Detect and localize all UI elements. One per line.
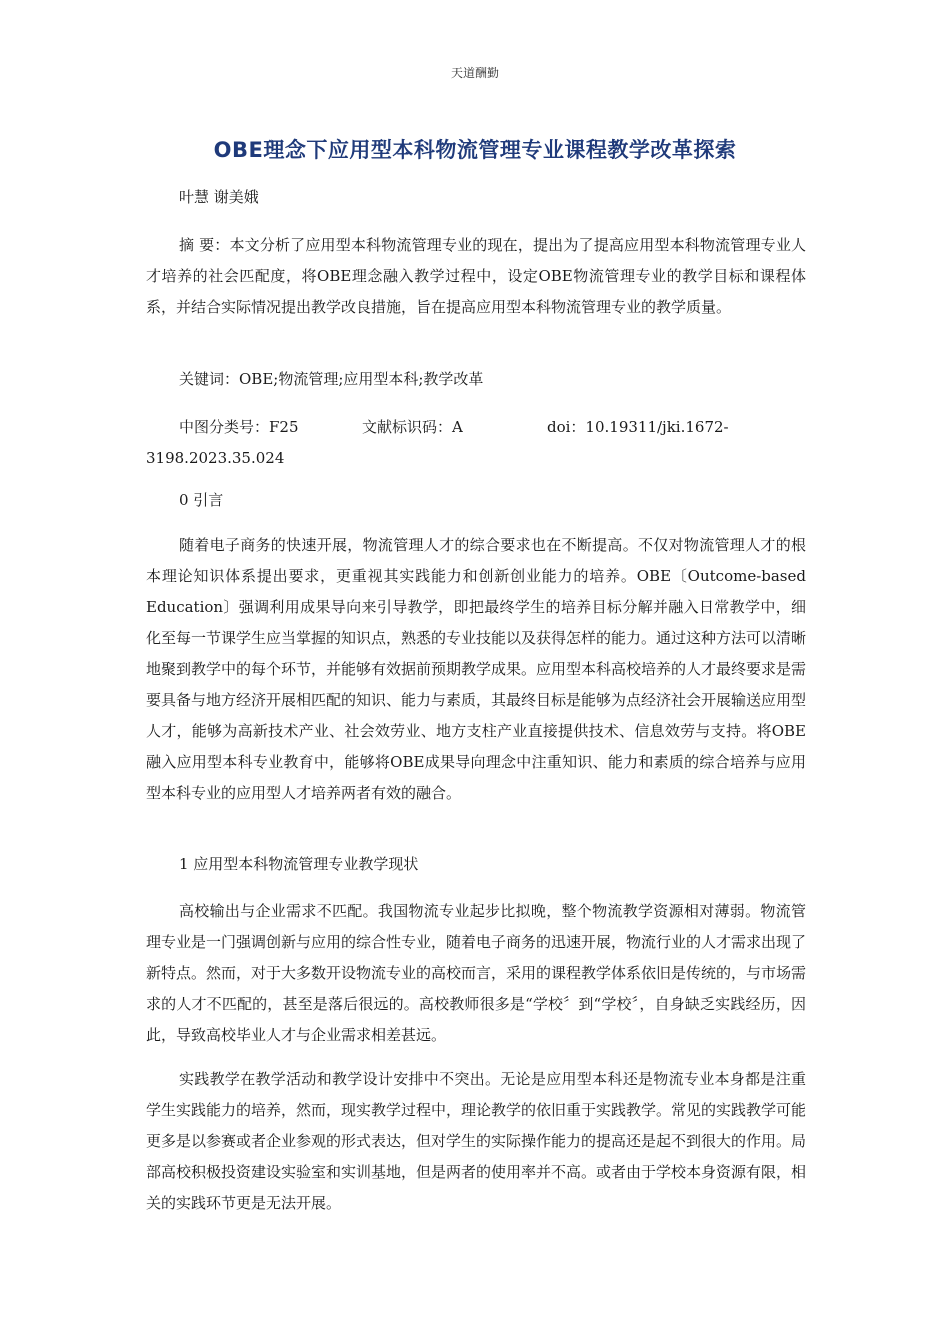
clc-number: 中图分类号：F25 (179, 418, 299, 436)
section-1-paragraph-1: 高校输出与企业需求不匹配。我国物流专业起步比拟晚，整个物流教学资源相对薄弱。物流管理专业是一门强调创新与应用的综合性专业，随着电子商务的迅速开展，物流行业的人才需求出现了新特点。然而，对于大多数开设物流专业的高校而言，采用的课程教学体系依旧是传统的，与市场需求的人才不匹配的，甚至是落后很远的。高校教师很多是“学校〞到“学校〞，自身缺乏实践经历，因此，导致高校毕业人才与企业需求相差甚远。 (146, 902, 807, 1044)
doi-prefix: doi：10.19311/jki.1672- (547, 418, 729, 436)
section-heading-intro: 0 引言 (179, 491, 224, 509)
authors: 叶慧 谢美娥 (179, 188, 259, 206)
section-intro (146, 530, 806, 809)
page-header: 天道酬勤 (450, 66, 499, 80)
abstract (146, 230, 806, 323)
section-1-paragraph-1-block (146, 896, 806, 1051)
intro-paragraph: 随着电子商务的快速开展，物流管理人才的综合要求也在不断提高。不仅对物流管理人才的根本理论知识体系提出要求，更重视其实践能力和创新创业能力的培养。OBE〔Outcome-based Education〕强调利用成果导向来引导教学，即把最终学生的培养目标分解并融入日常教学中，细化至每一节课学生应当掌握的知识点，熟悉的专业技能以及获得怎样的能力。通过这种方法可以清晰地聚到教学中的每个环节，并能够有效据前预期教学成果。应用型本科高校培养的人才最终要求是需要具备与地方经济开展相匹配的知识、能力与素质，其最终目标是能够为点经济社会开展输送应用型人才，能够为高新技术产业、社会效劳业、地方支柱产业直接提供技术、信息效劳与支持。将OBE融入应用型本科专业教育中，能够将OBE成果导向理念中注重知识、能力和素质的综合培养与应用型本科专业的应用型人才培养两者有效的融合。 (146, 536, 807, 802)
abstract-text: 摘 要：本文分析了应用型本科物流管理专业的现在，提出为了提高应用型本科物流管理专业人才培养的社会匹配度，将OBE理念融入教学过程中，设定OBE物流管理专业的教学目标和课程体系，并结合实际情况提出教学改良措施，旨在提高应用型本科物流管理专业的教学质量。 (146, 236, 806, 316)
section-1-paragraph-2-block (146, 1064, 806, 1219)
section-1-paragraph-2: 实践教学在教学活动和教学设计安排中不突出。无论是应用型本科还是物流专业本身都是注重学生实践能力的培养，然而，现实教学过程中，理论教学的依旧重于实践教学。常见的实践教学可能更多是以参赛或者企业参观的形式表达，但对学生的实际操作能力的提高还是起不到很大的作用。局部高校积极投资建设实验室和实训基地，但是两者的使用率并不高。或者由于学校本身资源有限，相关的实践环节更是无法开展。 (146, 1070, 807, 1212)
section-heading-1: 1 应用型本科物流管理专业教学现状 (179, 855, 419, 873)
doi-suffix: 3198.2023.35.024 (146, 449, 285, 467)
document-code: 文献标识码：A (362, 418, 463, 436)
keywords: 关键词：OBE;物流管理;应用型本科;教学改革 (179, 370, 484, 388)
paper-title: OBE理念下应用型本科物流管理专业课程教学改革探索 (213, 138, 737, 162)
